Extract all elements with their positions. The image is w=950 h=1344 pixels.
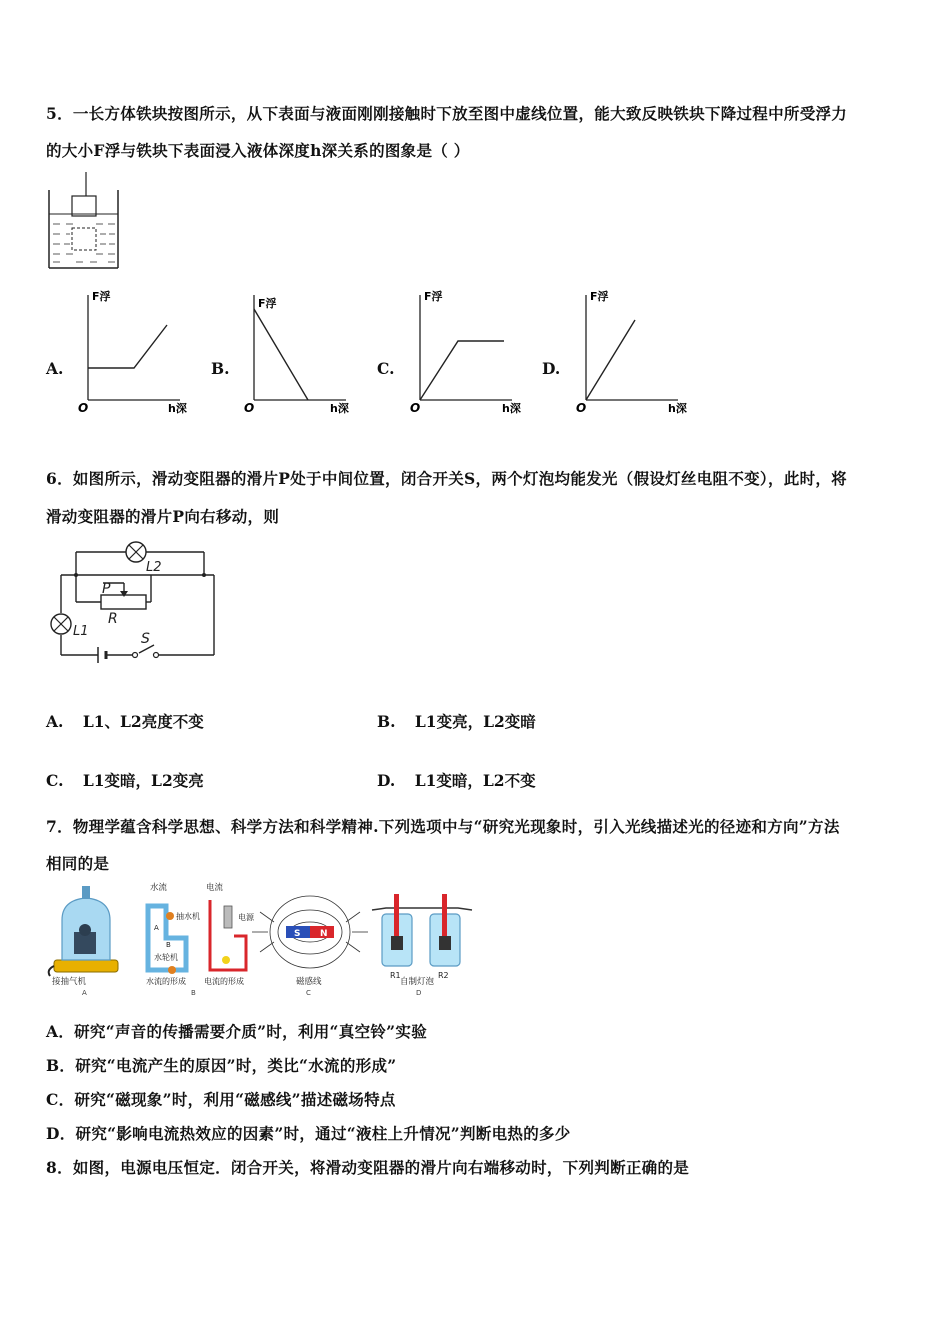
fig-b-letter: B	[191, 989, 196, 997]
graph-c-origin: O	[410, 401, 421, 415]
graph-c	[404, 285, 524, 420]
q5-option-c-label: C.	[377, 359, 395, 378]
q7-option-b: B．研究“电流产生的原因”时，类比“水流的形成”	[46, 1056, 397, 1075]
q6-option-b	[377, 710, 536, 732]
fig-c-s: S	[294, 929, 301, 939]
fig-b-turbine-label: 水轮机	[154, 953, 178, 962]
graph-a-origin: O	[78, 401, 89, 415]
graph-d	[570, 285, 690, 420]
q8-text-line1: 8．如图，电源电压恒定．闭合开关，将滑动变阻器的滑片向右端移动时，下列判断正确的是	[46, 1158, 690, 1177]
fig-b-cap1: 水流的形成	[146, 977, 186, 986]
fig-b-cap2: 电流的形成	[204, 977, 244, 986]
fig-b-current-label: 电流	[206, 883, 224, 893]
q6-text-line2: 滑动变阻器的滑片P向右移动，则	[46, 507, 280, 526]
fig-b-water-label: 水流	[150, 883, 168, 893]
q6-option-a	[46, 710, 204, 732]
q6-option-d	[377, 769, 536, 791]
q6-option-c-label: C.	[46, 771, 64, 790]
graph-d-x-label: h深	[668, 402, 687, 415]
fig-d-letter: D	[416, 989, 422, 997]
graph-c-y-label: F浮	[424, 290, 443, 303]
q6-option-d-label: D.	[377, 771, 396, 790]
q7-option-c: C．研究“磁现象”时，利用“磁感线”描述磁场特点	[46, 1090, 396, 1109]
graph-a	[72, 285, 192, 420]
q7-text-line2: 相同的是	[46, 854, 110, 873]
q6-option-a-label: A.	[46, 712, 64, 731]
graph-d-y-label: F浮	[590, 290, 609, 303]
graph-d-origin: O	[576, 401, 587, 415]
fig-d-r1: R1	[390, 971, 401, 980]
svg-text:A: A	[154, 924, 159, 932]
circuit-l2-label: L2	[146, 560, 162, 575]
fig-b-source-label: 电源	[238, 913, 254, 922]
graph-b-y-label: F浮	[258, 297, 277, 310]
graph-c-x-label: h深	[502, 402, 521, 415]
q6-option-b-label: B.	[377, 712, 396, 731]
q6-option-a-text: L1、L2亮度不变	[82, 712, 204, 731]
q7-option-d: D．研究“影响电流热效应的因素”时，通过“液柱上升情况”判断电热的多少	[46, 1124, 571, 1143]
graph-a-x-label: h深	[168, 402, 187, 415]
fig-c-caption: 磁感线	[296, 977, 322, 987]
q6-option-d-text: L1变暗，L2不变	[414, 771, 536, 790]
circuit-s-label: S	[141, 631, 150, 647]
circuit-r-label: R	[108, 611, 118, 627]
graph-a-y-label: F浮	[92, 290, 111, 303]
fig-a-caption: 接抽气机	[52, 977, 87, 987]
q5-text-line2: 的大小F浮与铁块下表面浸入液体深度h深关系的图象是（ ）	[46, 141, 470, 160]
fig-c-letter: C	[306, 989, 311, 997]
graph-b-origin: O	[244, 401, 255, 415]
fig-b-pump-label: 抽水机	[176, 912, 200, 921]
q5-text-line1: 5．一长方体铁块按图所示，从下表面与液面刚刚接触时下放至图中虚线位置，能大致反映铁块下降过程中所受浮力	[46, 104, 848, 123]
q7-option-a: A．研究“声音的传播需要介质”时，利用“真空铃”实验	[46, 1022, 427, 1041]
q5-option-b-label: B.	[211, 359, 230, 378]
jars-figure	[372, 894, 472, 997]
circuit-p-label: P	[102, 581, 111, 597]
q6-option-c	[46, 769, 204, 791]
graph-b	[238, 285, 358, 420]
q6-option-b-text: L1变亮，L2变暗	[414, 712, 536, 731]
q6-option-c-text: L1变暗，L2变亮	[82, 771, 204, 790]
q6-text-line1: 6．如图所示，滑动变阻器的滑片P处于中间位置，闭合开关S，两个灯泡均能发光（假设灯丝电阻不变），此时，将	[46, 469, 847, 488]
q5-option-a-label: A.	[46, 359, 64, 378]
fig-d-r2: R2	[438, 971, 449, 980]
q7-text-line1: 7．物理学蕴含科学思想、科学方法和科学精神.下列选项中与“研究光现象时，引入光线描述光的径迹和方向”方法	[46, 817, 840, 836]
circuit-l1-label: L1	[73, 624, 89, 639]
water-current-figure	[146, 882, 255, 997]
q7-figures	[46, 880, 486, 1000]
graph-b-x-label: h深	[330, 402, 349, 415]
fig-a-letter: A	[82, 989, 87, 997]
bell-jar-figure	[49, 886, 118, 997]
circuit-diagram	[46, 535, 226, 665]
q5-option-d-label: D.	[542, 359, 561, 378]
beaker-figure	[46, 172, 126, 272]
fig-d-caption: 自制灯泡	[400, 977, 435, 987]
fig-c-n: N	[320, 929, 328, 939]
svg-text:B: B	[166, 941, 171, 949]
